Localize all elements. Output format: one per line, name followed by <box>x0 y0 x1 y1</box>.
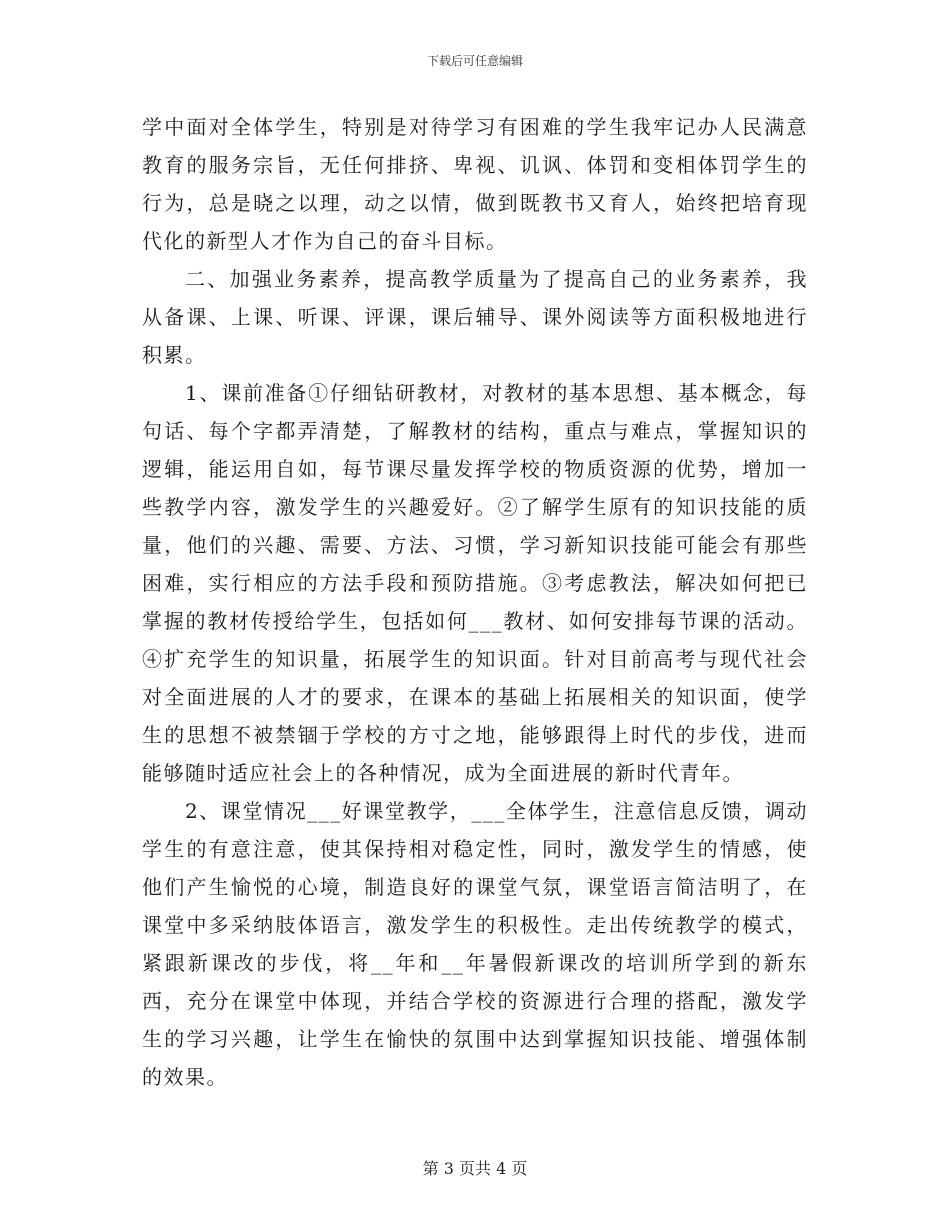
page-footer: 第 3 页共 4 页 <box>422 1159 528 1178</box>
body-paragraph-2: 二、加强业务素养，提高教学质量为了提高自己的业务素养，我从备课、上课、听课、评课，课后辅导、课外阅读等方面积极地进行积累。 <box>142 267 808 367</box>
page-header: 下载后可任意编辑 <box>426 54 523 68</box>
body-paragraph-3: 1、课前准备①仔细钻研教材，对教材的基本思想、基本概念，每句话、每个字都弄清楚，了解教材的结构，重点与难点，掌握知识的逻辑，能运用自如，每节课尽量发挥学校的物质资源的优势，增加一些教学内容，激发学生的兴趣爱好。②了解学生原有的知识技能的质量，他们的兴趣、需要、方法、习惯，学习新知识技能可能会有那些困难，实行相应的方法手段和预防措施。③考虑教法，解决如何把已掌握的教材传授给学生，包括如何___教材、如何安排每节课的活动。④扩充学生的知识量，拓展学生的知识面。针对目前高考与现代社会对全面进展的人才的要求，在课本的基础上拓展相关的知识面，使学生的思想不被禁锢于学校的方寸之地，能够跟得上时代的步伐，进而能够随时适应社会上的各种情况，成为全面进展的新时代青年。 <box>142 381 808 785</box>
body-paragraph-4: 2、课堂情况___好课堂教学，___全体学生，注意信息反馈，调动学生的有意注意，使其保持相对稳定性，同时，激发学生的情感，使他们产生愉悦的心境，制造良好的课堂气氛，课堂语言简洁明了，在课堂中多采纳肢体语言，激发学生的积极性。走出传统教学的模式，紧跟新课改的步伐，将__年和__年暑假新课改的培训所学到的新东西，充分在课堂中体现，并结合学校的资源进行合理的搭配，激发学生的学习兴趣，让学生在愉快的氛围中达到掌握知识技能、增强体制的效果。 <box>142 799 808 1089</box>
document-body <box>142 108 808 1096</box>
body-paragraph-1: 学中面对全体学生，特别是对待学习有困难的学生我牢记办人民满意教育的服务宗旨，无任何排挤、卑视、讥讽、体罚和变相体罚学生的行为，总是晓之以理，动之以情，做到既教书又育人，始终把培育现代化的新型人才作为自己的奋斗目标。 <box>142 115 808 253</box>
